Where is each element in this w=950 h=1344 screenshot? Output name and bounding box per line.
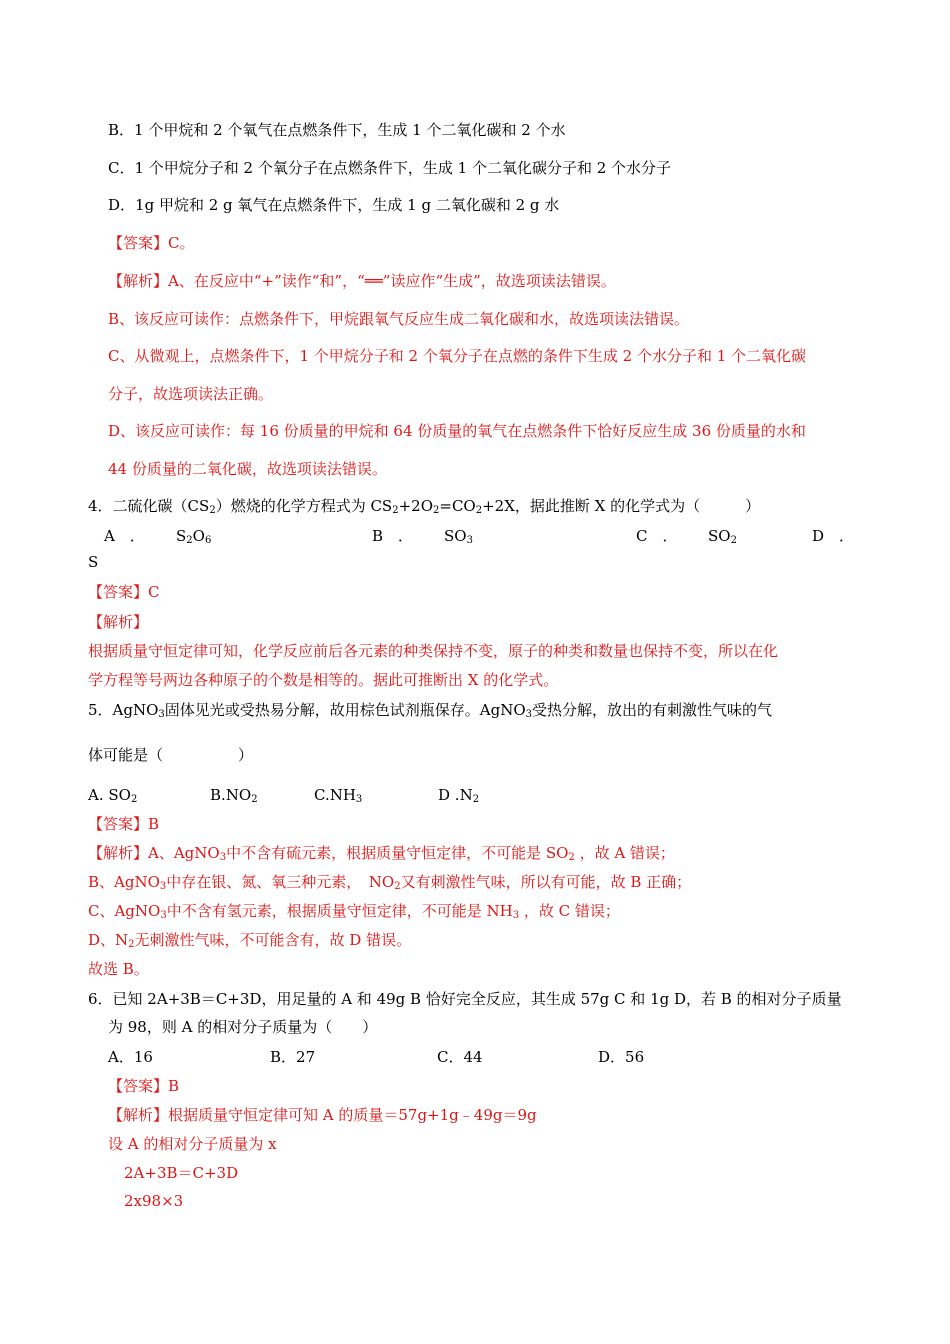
q3-explanation-b: B、该反应可读作：点燃条件下，甲烷跟氧气反应生成二氧化碳和水，故选项读法错误。 xyxy=(108,310,690,328)
q4-answer: 【答案】C xyxy=(88,583,160,601)
q5-stem: 5．AgNO$_3$固体见光或受热易分解，故用棕色试剂瓶保存。AgNO$_3$受热分解，放出的有刺激性气味的气 xyxy=(88,701,773,720)
q6-stem-cont: 为 98，则 A 的相对分子质量为（ ） xyxy=(108,1018,378,1036)
q6-answer: 【答案】B xyxy=(108,1077,180,1095)
q4-option-a-value: $S_2O_6$ xyxy=(176,527,212,546)
q3-explanation-c-cont: 分子，故选项读法正确。 xyxy=(108,385,274,403)
q3-option-b: B．1 个甲烷和 2 个氧气在点燃条件下，生成 1 个二氧化碳和 2 个水 xyxy=(108,121,566,139)
q4-explanation-line2: 学方程等号两边各种原子的个数是相等的。据此可推断出 X 的化学式。 xyxy=(88,671,559,689)
q5-option-c: $C.NH_3$ xyxy=(314,786,363,805)
q5-explanation-d: D、$N_2$无刺激性气味，不可能含有，故 D 错误。 xyxy=(88,931,412,950)
q6-option-c: C．44 xyxy=(437,1048,483,1066)
q5-option-b: $B.NO_2$ xyxy=(210,786,258,805)
q5-conclusion: 故选 B。 xyxy=(88,960,149,978)
q3-explanation-a: 【解析】A、在反应中“+”读作“和”，“══”读应作“生成”，故选项读法错误。 xyxy=(108,272,616,290)
q3-option-d: D．1g 甲烷和 2 g 氧气在点燃条件下，生成 1 g 二氧化碳和 2 g 水 xyxy=(108,196,560,214)
q5-explanation-c: C、AgNO$_3$中不含有氢元素，根据质量守恒定律，不可能是 $NH_3$ ，故 C 错误； xyxy=(88,902,620,921)
q4-stem: 4．二硫化碳$(CS_2)$燃烧的化学方程式为 $CS_2+2O_2=CO_2+2X$，据此推断 X 的化学式为（ ） xyxy=(88,497,761,516)
q4-option-b-value: $SO_3$ xyxy=(444,527,473,546)
q3-explanation-d-cont: 44 份质量的二氧化碳，故选项读法错误。 xyxy=(108,460,387,478)
q5-answer: 【答案】B xyxy=(88,815,160,833)
q4-explanation-line1: 根据质量守恒定律可知，化学反应前后各元素的种类保持不变，原子的种类和数量也保持不变，所以在化 xyxy=(88,642,779,660)
q3-explanation-d: D、该反应可读作：每 16 份质量的甲烷和 64 份质量的氧气在点燃条件下恰好反应生成 36 份质量的水和 xyxy=(108,422,806,440)
q6-explanation-setup: 设 A 的相对分子质量为 x xyxy=(108,1135,277,1153)
q4-option-c-value: $SO_2$ xyxy=(708,527,737,546)
q6-equation-values: 2x98×3 xyxy=(124,1192,184,1210)
q5-option-a: A. $SO_2$ xyxy=(88,786,138,805)
q6-option-d: D．56 xyxy=(598,1048,645,1066)
q3-option-c: C．1 个甲烷分子和 2 个氧分子在点燃条件下，生成 1 个二氧化碳分子和 2 个水分子 xyxy=(108,159,672,177)
q4-option-c-label: C ． xyxy=(636,527,678,545)
q3-answer: 【答案】C。 xyxy=(108,234,195,252)
q4-option-b-label: B ． xyxy=(372,527,414,545)
q5-explanation-b: B、AgNO$_3$中存在银、氮、氧三种元素， $NO_2$又有刺激性气味，所以有可能，故 B 正确； xyxy=(88,873,692,892)
q5-explanation-a: 【解析】A、AgNO$_3$中不含有硫元素，根据质量守恒定律，不可能是 $SO_2$ ，故 A 错误； xyxy=(88,844,675,863)
q4-explanation-label: 【解析】 xyxy=(88,613,149,631)
q4-option-d-value: S xyxy=(88,553,99,571)
q6-stem: 6．已知 2A+3B＝C+3D，用足量的 A 和 49g B 恰好完全反应，其生成 57g C 和 1g D，若 B 的相对分子质量 xyxy=(88,990,842,1008)
q4-option-a-label: A ． xyxy=(104,527,145,545)
q5-stem-cont: 体可能是（ ） xyxy=(88,746,254,764)
q5-option-d: D $.N_2$ xyxy=(438,786,480,805)
q4-option-d-label: D ． xyxy=(812,527,855,545)
q6-option-a: A．16 xyxy=(108,1048,153,1066)
q6-option-b: B．27 xyxy=(270,1048,316,1066)
q6-explanation: 【解析】根据质量守恒定律可知 A 的质量＝57g+1g﹣49g＝9g xyxy=(108,1106,537,1124)
q6-equation: 2A+3B＝C+3D xyxy=(124,1164,239,1182)
q3-explanation-c: C、从微观上，点燃条件下，1 个甲烷分子和 2 个氧分子在点燃的条件下生成 2 个水分子和 1 个二氧化碳 xyxy=(108,347,807,365)
